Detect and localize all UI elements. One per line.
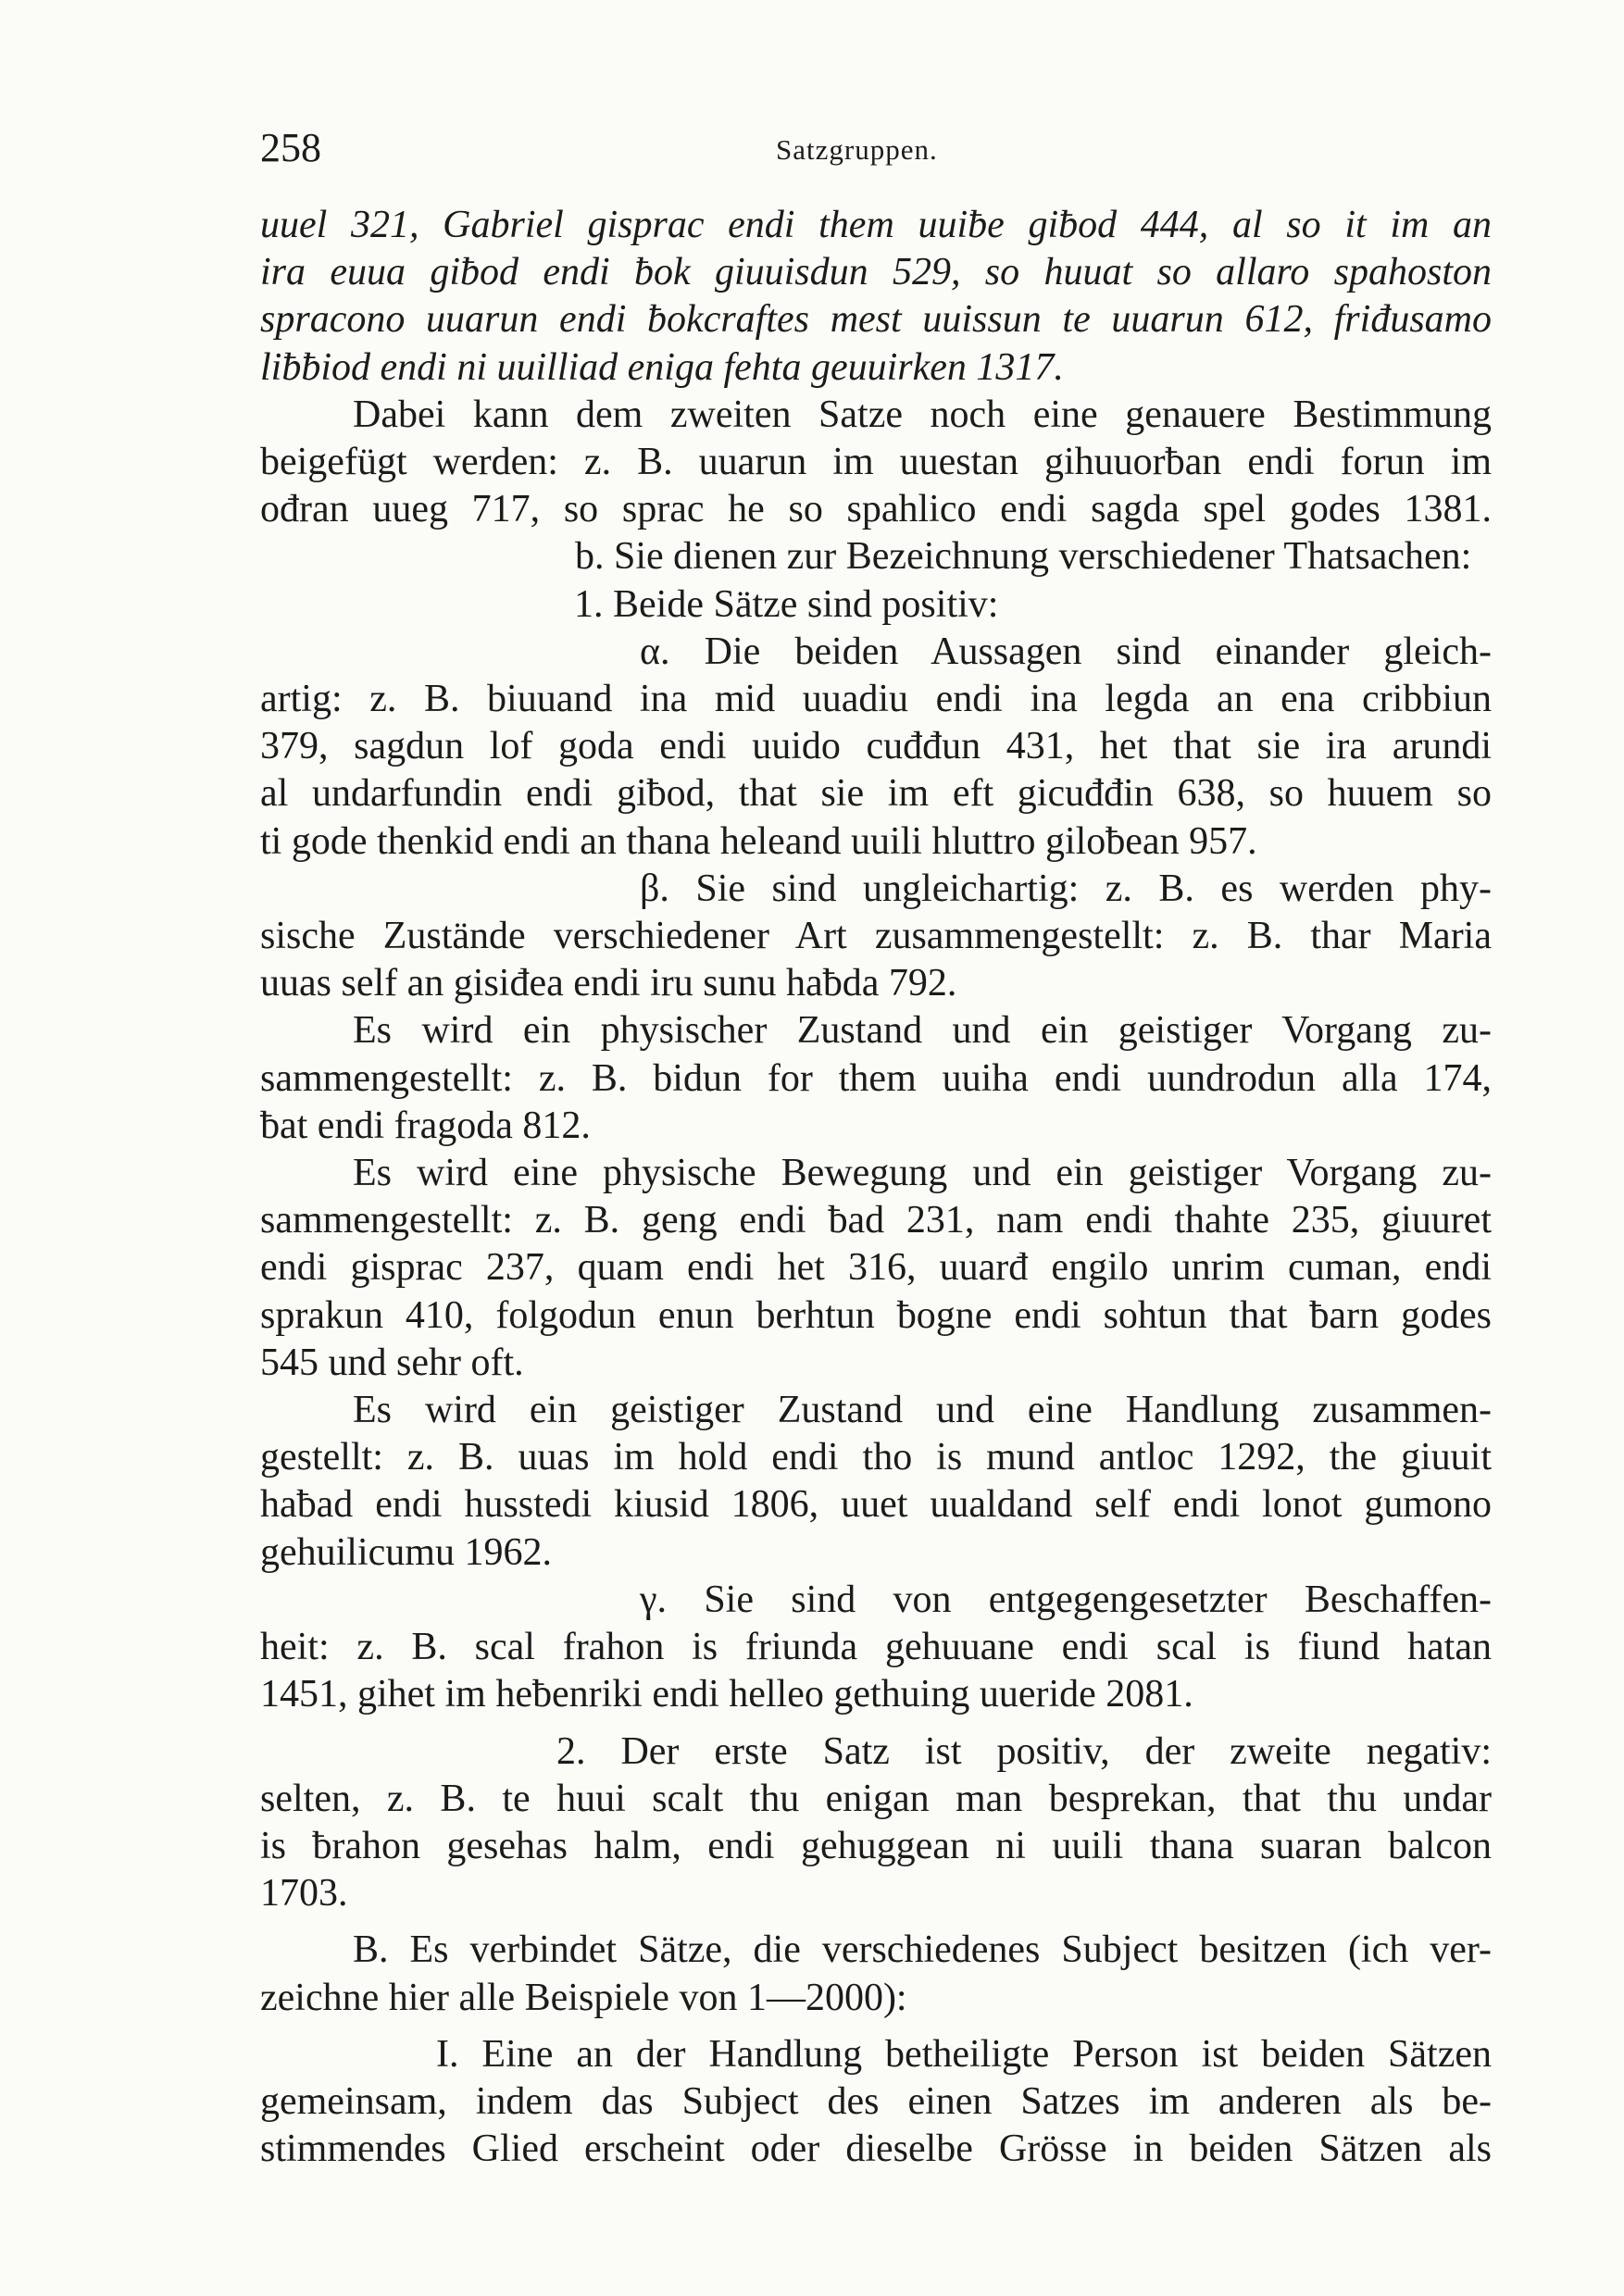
- text-line: sprakun 410, folgodun enun berhtun ƀogne endi sohtun that ƀarn godes: [260, 1293, 1492, 1337]
- text-line: 2. Der erste Satz ist positiv, der zweite negativ:: [556, 1729, 1492, 1773]
- text-line: sammengestellt: z. B. geng endi ƀad 231, nam endi thahte 235, giuuret: [260, 1199, 1492, 1242]
- text-line: Dabei kann dem zweiten Satze noch eine genauere Bestimmung: [353, 393, 1492, 436]
- running-title: Satzgruppen.: [776, 133, 938, 166]
- text-line: uuel 321, Gabriel gisprac endi them uuiƀe giƀod 444, al so it im an: [260, 204, 1492, 246]
- text-line: beigefügt werden: z. B. uuarun im uuestan gihuuorƀan endi forun im: [260, 441, 1492, 484]
- text-line: γ. Sie sind von entgegengesetzter Beschaffen-: [640, 1578, 1492, 1621]
- text-line: Es wird ein geistiger Zustand und eine Handlung zusammen-: [353, 1389, 1492, 1432]
- text-line: sammengestellt: z. B. bidun for them uuiha endi uundrodun alla 174,: [260, 1056, 1492, 1100]
- text-line: gemeinsam, indem das Subject des einen Satzes im anderen als be-: [260, 2079, 1492, 2123]
- text-line: zeichne hier alle Beispiele von 1—2000):: [260, 1976, 907, 2019]
- text-line: artig: z. B. biuuand ina mid uuadiu endi ina legda an ena cribbiun: [260, 678, 1492, 721]
- text-line: α. Die beiden Aussagen sind einander gleich-: [640, 630, 1492, 673]
- text-line: gehuilicumu 1962.: [260, 1530, 552, 1574]
- text-line: uuas self an gisiđea endi iru sunu haƀda 792.: [260, 962, 957, 1005]
- text-line: ira euua giƀod endi ƀok giuuisdun 529, so huuat so allaro spahoston: [260, 251, 1492, 294]
- section-heading: b. Sie dienen zur Bezeichnung verschiedener Thatsachen:: [575, 535, 1472, 579]
- text-line: spracono uuarun endi ƀokcraftes mest uuissun te uuarun 612, friđusamo: [260, 298, 1492, 342]
- text-line: al undarfundin endi giƀod, that sie im eft gicuđđin 638, so huuem so: [260, 772, 1492, 816]
- text-line: heit: z. B. scal frahon is friunda gehuuane endi scal is fiund hatan: [260, 1626, 1492, 1669]
- text-line: ti gode thenkid endi an thana heleand uuili hluttro giloƀean 957.: [260, 819, 1257, 863]
- text-line: Es wird ein physischer Zustand und ein geistiger Vorgang zu-: [353, 1009, 1492, 1053]
- text-line: haƀad endi husstedi kiusid 1806, uuet uualdand self endi lonot gumono: [260, 1483, 1492, 1527]
- text-line: β. Sie sind ungleichartig: z. B. es werden phy-: [640, 867, 1492, 910]
- text-line: selten, z. B. te huui scalt thu enigan man besprekan, that thu undar: [260, 1777, 1492, 1820]
- text-line: 1451, gihet im heƀenriki endi helleo gethuing uueride 2081.: [260, 1673, 1193, 1716]
- text-line: 1703.: [260, 1872, 348, 1915]
- text-line: is ƀrahon gesehas halm, endi gehuggean ni uuili thana suaran balcon: [260, 1824, 1492, 1867]
- section-heading: I. Eine an der Handlung betheiligte Person ist beiden Sätzen: [436, 2032, 1492, 2076]
- text-line: sische Zustände verschiedener Art zusammengestellt: z. B. thar Maria: [260, 915, 1492, 958]
- text-line: endi gisprac 237, quam endi het 316, uuarđ engilo unrim cuman, endi: [260, 1246, 1492, 1290]
- text-line: ƀat endi fragoda 812.: [260, 1104, 591, 1147]
- text-line: ođran uueg 717, so sprac he so spahlico endi sagda spel godes 1381.: [260, 488, 1492, 531]
- text-line: gestellt: z. B. uuas im hold endi tho is mund antloc 1292, the giuuit: [260, 1436, 1492, 1479]
- page-header: [260, 124, 1492, 180]
- text-line: 545 und sehr oft.: [260, 1341, 524, 1384]
- text-line: Es wird eine physische Bewegung und ein geistiger Vorgang zu-: [353, 1152, 1492, 1195]
- section-heading: B. Es verbindet Sätze, die verschiedenes Subject besitzen (ich ver-: [353, 1928, 1492, 1972]
- text-line: stimmendes Glied erscheint oder dieselbe Grösse in beiden Sätzen als: [260, 2128, 1492, 2171]
- page-body: [260, 202, 1492, 2173]
- text-line: 379, sagdun lof goda endi uuido cuđđun 431, het that sie ira arundi: [260, 725, 1492, 768]
- page-number: 258: [260, 125, 321, 170]
- text-line: liƀƀiod endi ni uuilliad eniga fehta geuuirken 1317.: [260, 345, 1064, 389]
- section-heading: 1. Beide Sätze sind positiv:: [574, 582, 999, 626]
